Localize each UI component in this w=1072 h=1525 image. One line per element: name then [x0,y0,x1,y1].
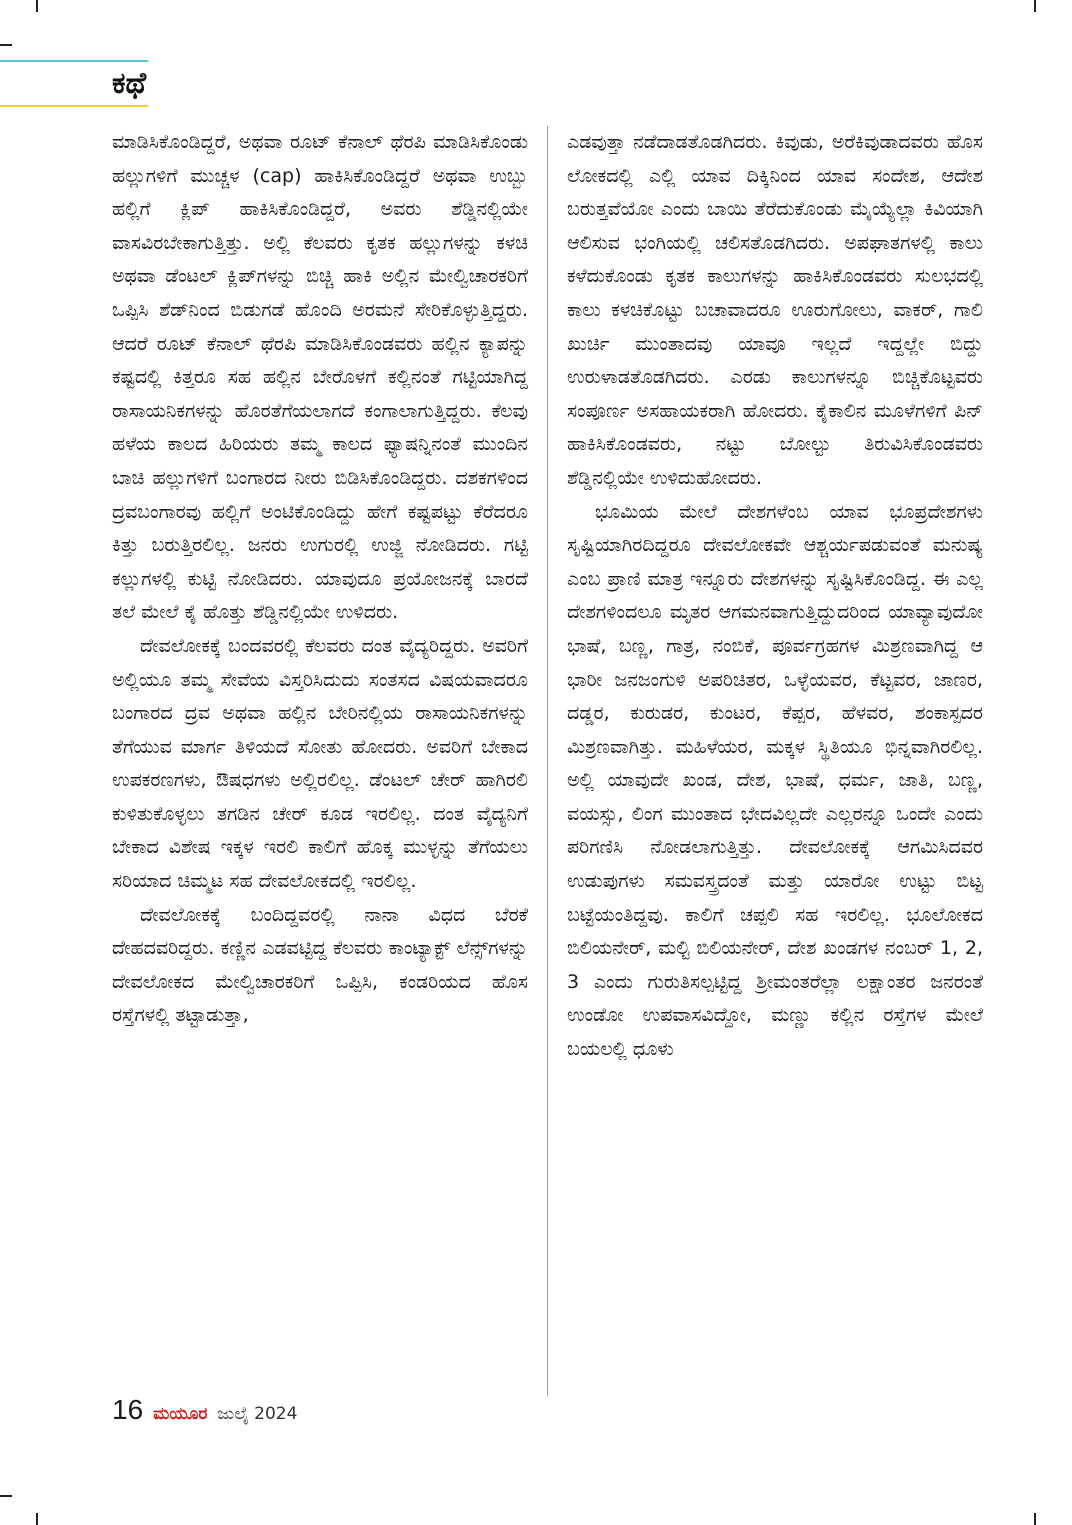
article-column-right [567,126,983,1067]
section-title: ಕಥೆ [112,66,147,101]
article-paragraph: ಭೂಮಿಯ ಮೇಲೆ ದೇಶಗಳೆಂಬ ಯಾವ ಭೂಪ್ರದೇಶಗಳು ಸೃಷ್ಟಿಯಾಗಿರದಿದ್ದರೂ ದೇವಲೋಕವೇ ಆಶ್ಚರ್ಯಪಡುವಂತೆ ಮನುಷ್ಯ ಎಂಬ ಪ್ರಾಣಿ ಮಾತ್ರ ಇನ್ನೂರು ದೇಶಗಳನ್ನು ಸೃಷ್ಟಿಸಿಕೊಂಡಿದ್ದ. ಈ ಎಲ್ಲ ದೇಶಗಳಿಂದಲೂ ಮೃತರ ಆಗಮನವಾಗುತ್ತಿದ್ದುದರಿಂದ ಯಾವ್ಯಾವುದೋ ಭಾಷೆ, ಬಣ್ಣ, ಗಾತ್ರ, ನಂಬಿಕೆ, ಪೂರ್ವಗ್ರಹಗಳ ಮಿಶ್ರಣವಾಗಿದ್ದ ಆ ಭಾರೀ ಜನಜಂಗುಳಿ ಅಪರಿಚಿತರ, ಒಳ್ಳೆಯವರ, ಕೆಟ್ಟವರ, ಜಾಣರ, ದಡ್ಡರ, ಕುರುಡರ, ಕುಂಟರ, ಕೆಪ್ಪರ, ಹೆಳವರ, ಶಂಕಾಸ್ಪದರ ಮಿಶ್ರಣವಾಗಿತ್ತು. ಮಹಿಳೆಯರ, ಮಕ್ಕಳ ಸ್ಥಿತಿಯೂ ಭಿನ್ನವಾಗಿರಲಿಲ್ಲ. ಅಲ್ಲಿ ಯಾವುದೇ ಖಂಡ, ದೇಶ, ಭಾಷೆ, ಧರ್ಮ, ಜಾತಿ, ಬಣ್ಣ, ವಯಸ್ಸು, ಲಿಂಗ ಮುಂತಾದ ಭೇದವಿಲ್ಲದೇ ಎಲ್ಲರನ್ನೂ ಒಂದೇ ಎಂದು ಪರಿಗಣಿಸಿ ನೋಡಲಾಗುತ್ತಿತ್ತು. ದೇವಲೋಕಕ್ಕೆ ಆಗಮಿಸಿದವರ ಉಡುಪುಗಳು ಸಮವಸ್ತ್ರದಂತೆ ಮತ್ತು ಯಾರೋ ಉಟ್ಟು ಬಿಟ್ಟ ಬಟ್ಟೆಯಂತಿದ್ದವು. ಕಾಲಿಗೆ ಚಪ್ಪಲಿ ಸಹ ಇರಲಿಲ್ಲ. ಭೂಲೋಕದ ಬಿಲಿಯನೇರ್, ಮಲ್ಟಿ ಬಿಲಿಯನೇರ್, ದೇಶ ಖಂಡಗಳ ನಂಬರ್ 1, 2, 3 ಎಂದು ಗುರುತಿಸಲ್ಪಟ್ಟಿದ್ದ ಶ್ರೀಮಂತರೆಲ್ಲಾ ಲಕ್ಷಾಂತರ ಜನರಂತೆ ಉಂಡೋ ಉಪವಾಸವಿದ್ದೋ, ಮಣ್ಣು ಕಲ್ಲಿನ ರಸ್ತೆಗಳ ಮೇಲೆ ಬಯಲಲ್ಲಿ ಧೂಳು [567,500,983,1061]
article-paragraph: ದೇವಲೋಕಕ್ಕೆ ಬಂದವರಲ್ಲಿ ಕೆಲವರು ದಂತ ವೈದ್ಯರಿದ್ದರು. ಅವರಿಗೆ ಅಲ್ಲಿಯೂ ತಮ್ಮ ಸೇವೆಯ ವಿಸ್ತರಿಸಿದುದು ಸಂತಸದ ವಿಷಯವಾದರೂ ಬಂಗಾರದ ದ್ರವ ಅಥವಾ ಹಲ್ಲಿನ ಬೇರಿನಲ್ಲಿಯ ರಾಸಾಯನಿಕಗಳನ್ನು ತೆಗೆಯುವ ಮಾರ್ಗ ತಿಳಿಯದೆ ಸೋತು ಹೋದರು. ಅವರಿಗೆ ಬೇಕಾದ ಉಪಕರಣಗಳು, ಔಷಧಗಳು ಅಲ್ಲಿರಲಿಲ್ಲ. ಡೆಂಟಲ್ ಚೇರ್ ಹಾಗಿರಲಿ ಕುಳಿತುಕೊಳ್ಳಲು ತಗಡಿನ ಚೇರ್ ಕೂಡ ಇರಲಿಲ್ಲ. ದಂತ ವೈದ್ಯನಿಗೆ ಬೇಕಾದ ವಿಶೇಷ ಇಕ್ಕಳ ಇರಲಿ ಕಾಲಿಗೆ ಹೊಕ್ಕ ಮುಳ್ಳನ್ನು ತೆಗೆಯಲು ಸರಿಯಾದ ಚಿಮ್ಮಟ ಸಹ ದೇವಲೋಕದಲ್ಲಿ ಇರಲಿಲ್ಲ. [112,634,528,893]
crop-mark [36,1513,38,1525]
article-paragraph: ದೇವಲೋಕಕ್ಕೆ ಬಂದಿದ್ದವರಲ್ಲಿ ನಾನಾ ವಿಧದ ಬೆರಕೆ ದೇಹದವರಿದ್ದರು. ಕಣ್ಣಿನ ಎಡವಟ್ಟಿದ್ದ ಕೆಲವರು ಕಾಂಟ್ಯಾಕ್ಟ್ ಲೆನ್ಸ್‌ಗಳನ್ನು ದೇವಲೋಕದ ಮೇಲ್ವಿಚಾರಕರಿಗೆ ಒಪ್ಪಿಸಿ, ಕಂಡರಿಯದ ಹೊಸ ರಸ್ತೆಗಳಲ್ಲಿ ತಟ್ಟಾಡುತ್ತಾ, [112,903,528,1027]
crop-mark [1034,1513,1036,1525]
page-number: 16 [112,1394,144,1425]
article-column-left [112,126,528,1033]
crop-mark [1034,0,1036,12]
header-rule-cyan [0,60,148,62]
crop-mark [36,0,38,12]
magazine-logo: ಮಯೂರ [153,1404,208,1424]
article-paragraph: ಮಾಡಿಸಿಕೊಂಡಿದ್ದರೆ, ಅಥವಾ ರೂಟ್ ಕೆನಾಲ್ ಥೆರಪಿ ಮಾಡಿಸಿಕೊಂಡು ಹಲ್ಲುಗಳಿಗೆ ಮುಚ್ಚಳ (cap) ಹಾಕಿಸಿಕೊಂಡಿದ್ದರೆ ಅಥವಾ ಉಬ್ಬು ಹಲ್ಲಿಗೆ ಕ್ಲಿಪ್ ಹಾಕಿಸಿಕೊಂಡಿದ್ದರೆ, ಅವರು ಶೆಡ್ಡಿನಲ್ಲಿಯೇ ವಾಸವಿರಬೇಕಾಗುತ್ತಿತ್ತು. ಅಲ್ಲಿ ಕೆಲವರು ಕೃತಕ ಹಲ್ಲುಗಳನ್ನು ಕಳಚಿ ಅಥವಾ ಡೆಂಟಲ್ ಕ್ಲಿಪ್‌ಗಳನ್ನು ಬಿಚ್ಚಿ ಹಾಕಿ ಅಲ್ಲಿನ ಮೇಲ್ವಿಚಾರಕರಿಗೆ ಒಪ್ಪಿಸಿ ಶೆಡ್‌ನಿಂದ ಬಿಡುಗಡೆ ಹೊಂದಿ ಅರಮನೆ ಸೇರಿಕೊಳ್ಳುತ್ತಿದ್ದರು. ಆದರೆ ರೂಟ್ ಕೆನಾಲ್ ಥೆರಪಿ ಮಾಡಿಸಿಕೊಂಡವರು ಹಲ್ಲಿನ ಕ್ಯಾಪನ್ನು ಕಷ್ಟದಲ್ಲಿ ಕಿತ್ತರೂ ಸಹ ಹಲ್ಲಿನ ಬೇರೊಳಗೆ ಕಲ್ಲಿನಂತೆ ಗಟ್ಟಿಯಾಗಿದ್ದ ರಾಸಾಯನಿಕಗಳನ್ನು ಹೊರತೆಗೆಯಲಾಗದೆ ಕಂಗಾಲಾಗುತ್ತಿದ್ದರು. ಕೆಲವು ಹಳೆಯ ಕಾಲದ ಹಿರಿಯರು ತಮ್ಮ ಕಾಲದ ಫ್ಯಾಷನ್ನಿನಂತೆ ಮುಂದಿನ ಬಾಚಿ ಹಲ್ಲುಗಳಿಗೆ ಬಂಗಾರದ ನೀರು ಬಿಡಿಸಿಕೊಂಡಿದ್ದರು. ದಶಕಗಳಿಂದ ದ್ರವಬಂಗಾರವು ಹಲ್ಲಿಗೆ ಅಂಟಿಕೊಂಡಿದ್ದು ಹೇಗೆ ಕಷ್ಟಪಟ್ಟು ಕೆರೆದರೂ ಕಿತ್ತು ಬರುತ್ತಿರಲಿಲ್ಲ. ಜನರು ಉಗುರಲ್ಲಿ ಉಜ್ಜಿ ನೋಡಿದರು. ಗಟ್ಟಿ ಕಲ್ಲುಗಳಲ್ಲಿ ಕುಟ್ಟಿ ನೋಡಿದರು. ಯಾವುದೂ ಪ್ರಯೋಜನಕ್ಕೆ ಬಾರದೆ ತಲೆ ಮೇಲೆ ಕೈ ಹೊತ್ತು ಶೆಡ್ಡಿನಲ್ಲಿಯೇ ಉಳಿದರು. [112,131,528,624]
crop-mark [0,44,12,46]
column-divider [547,126,548,1396]
article-paragraph: ಎಡವುತ್ತಾ ನಡೆದಾಡತೊಡಗಿದರು. ಕಿವುಡು, ಅರೆಕಿವುಡಾದವರು ಹೊಸ ಲೋಕದಲ್ಲಿ ಎಲ್ಲಿ ಯಾವ ದಿಕ್ಕಿನಿಂದ ಯಾವ ಸಂದೇಶ, ಆದೇಶ ಬರುತ್ತವೆಯೋ ಎಂದು ಬಾಯಿ ತೆರೆದುಕೊಂಡು ಮೈಯ್ಯೆಲ್ಲಾ ಕಿವಿಯಾಗಿ ಆಲಿಸುವ ಭಂಗಿಯಲ್ಲಿ ಚಲಿಸತೊಡಗಿದರು. ಅಪಘಾತಗಳಲ್ಲಿ ಕಾಲು ಕಳೆದುಕೊಂಡು ಕೃತಕ ಕಾಲುಗಳನ್ನು ಹಾಕಿಸಿಕೊಂಡವರು ಸುಲಭದಲ್ಲಿ ಕಾಲು ಕಳಚಿಕೊಟ್ಟು ಬಚಾವಾದರೂ ಊರುಗೋಲು, ವಾಕರ್, ಗಾಲಿ ಖುರ್ಚಿ ಮುಂತಾದವು ಯಾವೂ ಇಲ್ಲದೆ ಇದ್ದಲ್ಲೇ ಬಿದ್ದು ಉರುಳಾಡತೊಡಗಿದರು. ಎರಡು ಕಾಲುಗಳನ್ನೂ ಬಿಚ್ಚಿಕೊಟ್ಟವರು ಸಂಪೂರ್ಣ ಅಸಹಾಯಕರಾಗಿ ಹೋದರು. ಕೈಕಾಲಿನ ಮೂಳೆಗಳಿಗೆ ಪಿನ್ ಹಾಕಿಸಿಕೊಂಡವರು, ನಟ್ಟು ಬೋಲ್ಟು ತಿರುವಿಸಿಕೊಂಡವರು ಶೆಡ್ಡಿನಲ್ಲಿಯೇ ಉಳಿದುಹೋದರು. [567,131,983,489]
page-footer [112,1394,297,1430]
crop-mark [0,1495,12,1497]
issue-date: ಜುಲೈ 2024 [217,1404,298,1424]
header-rule-yellow [0,105,148,107]
